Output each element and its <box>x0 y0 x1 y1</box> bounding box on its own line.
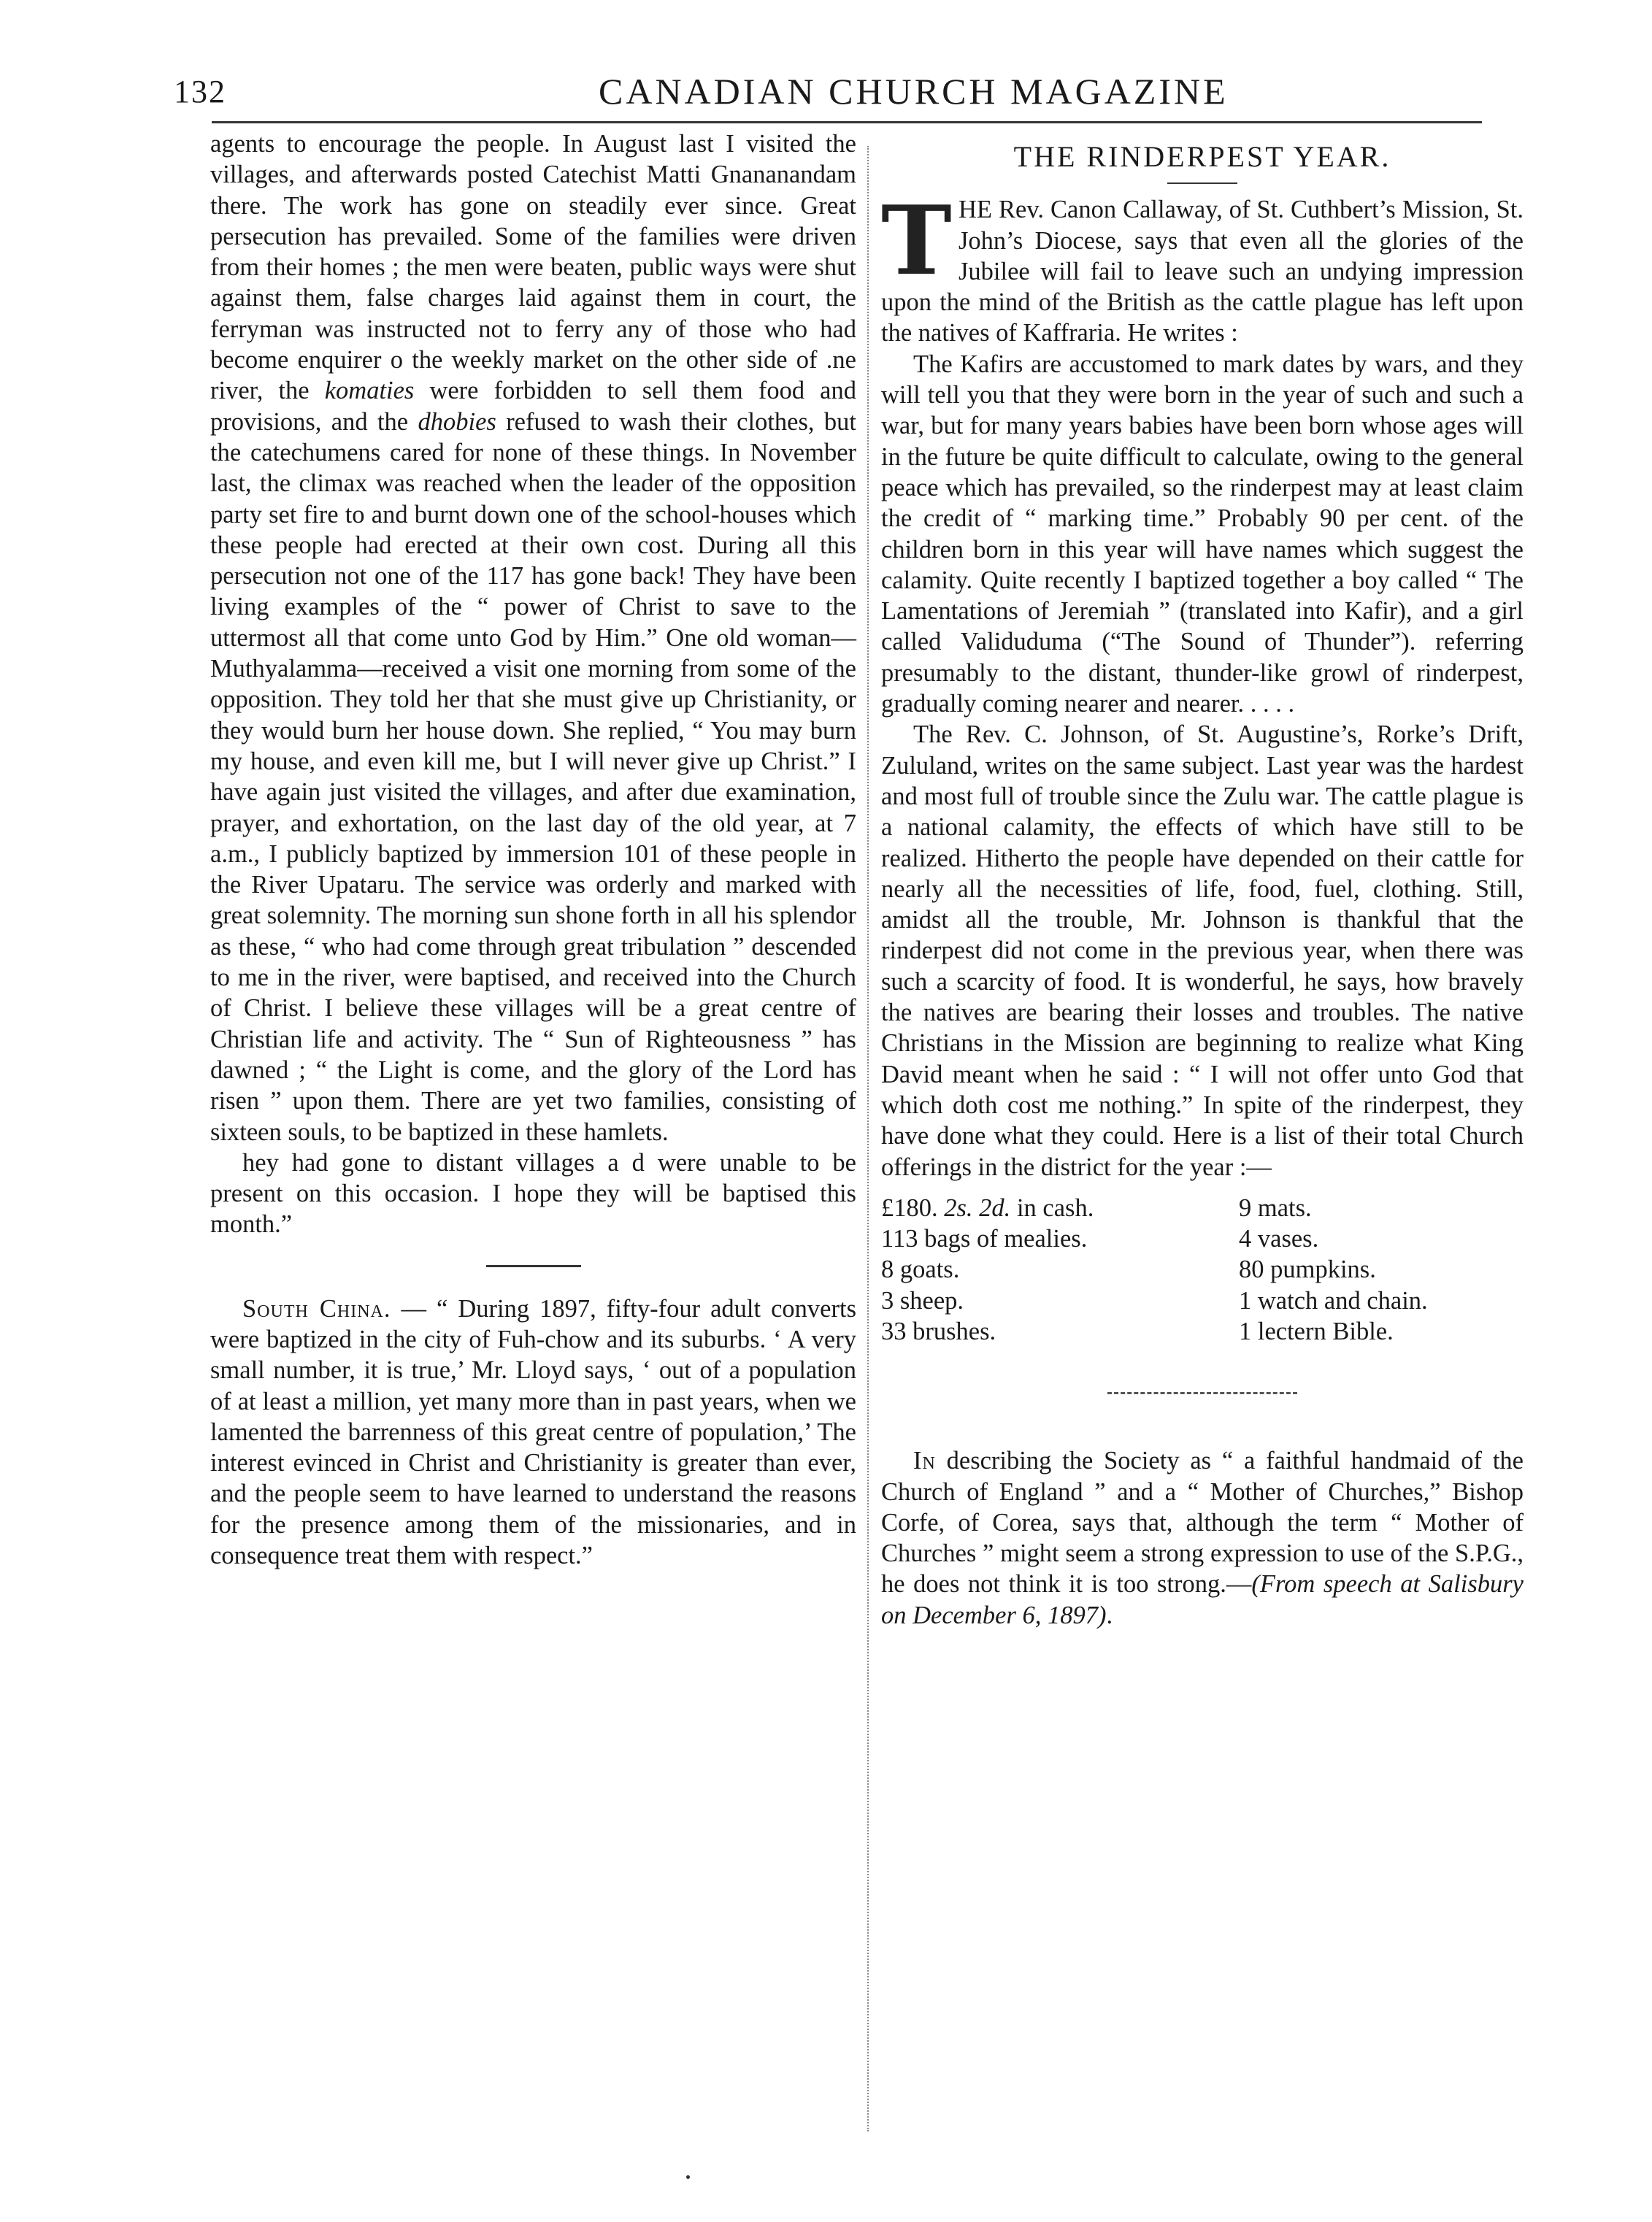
text-run: — “ During 1897, fifty-four adult converts were baptized in the city of Fuh-chow and its suburbs. ‘ A very small number, it is true,’ Mr. Lloyd says, ‘ out of a population of at least a million, yet many more than in past years, when we lamented the barrenness of this great centre of population,’ The interest evinced in Christ and Christianity is greater than ever, and the people seem to have learned to understand the reasons for the presence among them of the missionaries, and in consequence treat them with respect.” <box>210 1294 856 1570</box>
text-run: 2s. 2d. <box>944 1193 1011 1222</box>
text-run: £180. <box>881 1193 945 1222</box>
section-rule-dashed <box>1107 1392 1297 1394</box>
corfe-lead: In <box>913 1447 936 1475</box>
offering-item: 9 mats. <box>1239 1193 1312 1222</box>
header-rule <box>212 121 1482 123</box>
italic-term-dhobies: dhobies <box>418 407 496 436</box>
magazine-title: CANADIAN CHURCH MAGAZINE <box>599 71 1229 112</box>
offering-item: 113 bags of mealies. <box>881 1225 1088 1253</box>
text-run: were forbidden to sell them food and provisions, and the <box>210 377 856 436</box>
offerings-list <box>881 1193 1524 1347</box>
mission-report-paragraph <box>210 128 856 1147</box>
offering-item: 4 vases. <box>1239 1225 1319 1253</box>
south-china-lead: South China. <box>242 1294 391 1323</box>
kafirs-paragraph: The Kafirs are accustomed to mark dates by wars, and they will tell you that they were born in the year of such and such a war, but for many years babies have been born whose ages will in the future be quite difficult to calculate, owing to the general peace which has prevailed, so the rinderpest may at least claim the credit of “ marking time.” Probably 90 per cent. of the children born in this year will have names which suggest the calamity. Quite recently I baptized together a boy called “ The Lamentations of Jeremiah ” (translated into Kafir), and a girl called Validuduma (“The Sound of Thunder”). referring presumably to the distant, thunder-like growl of rinderpest, gradually coming nearer and nearer. . . . . <box>881 350 1524 718</box>
page-number: 132 <box>174 74 226 109</box>
print-speck <box>686 2175 690 2179</box>
section-rule <box>486 1265 581 1267</box>
text-run: agents to encourage the people. In August last I visited the villages, and afterwards posted Catechist Matti Gnananandam there. The work has gone on steadily ever since. Great persecution has prevailed. Some of the families were driven from their homes ; the men were beaten, public ways were shut against them, false charges laid against them in court, the ferryman was instructed not to ferry any of those who had become enquirer o the weekly market on the other side of .ne river, the <box>210 130 856 405</box>
offering-item: 3 sheep. <box>881 1286 964 1315</box>
italic-term-komaties: komaties <box>324 377 415 405</box>
corfe-paragraph <box>881 1445 1524 1631</box>
offering-item: 33 brushes. <box>881 1317 996 1345</box>
offering-item: 80 pumpkins. <box>1239 1256 1376 1284</box>
drop-cap: T <box>881 185 952 297</box>
column-divider <box>867 146 869 2131</box>
title-rule <box>1167 182 1237 184</box>
text-run: describing the Society as “ a faithful handmaid of the Church of England ” and a “ Mother of Churches,” Bishop Corfe, of Corea, says that, although the term “ Mother of Churches ” might seem a strong expression to use of the S.P.G., he does not think it is too strong.— <box>881 1447 1524 1599</box>
article-title: THE RINDERPEST YEAR. <box>1013 140 1391 173</box>
text-run: HE Rev. Canon Callaway, of St. Cuthbert’s Mission, St. John’s Diocese, says that even all the glories of the Jubilee will fail to leave such an undying impression upon the mind of the British as the cattle plague has left upon the natives of Kaffraria. He writes : <box>881 196 1524 347</box>
offering-item: 1 lectern Bible. <box>1239 1317 1394 1345</box>
text-run: refused to wash their clothes, but the catechumens cared for none of these things. In November last, the climax was reached when the leader of the opposition party set fire to and burnt down one of the school-houses which these people had erected at their own cost. During all this persecution not one of the 117 has gone back! They have been living examples of the “ power of Christ to save to the uttermost all that come unto God by Him.” One old woman—Muthyalamma—received a visit one morning from some of the opposition. They told her that she must give up Christianity, or they would burn her house down. She replied, “ You may burn my house, and even kill me, but I will never give up Christ.” I have again just visited the villages, and after due examination, prayer, and exhortation, on the last day of the old year, at 7 a.m., I publicly baptized by immersion 101 of these people in the River Upataru. The service was orderly and marked with great solemnity. The morning sun shone forth in all his splendor as these, “ who had come through great tribulation ” descended to me in the river, were baptised, and received into the Church of Christ. I believe these villages will be a great centre of Christian life and activity. The “ Sun of Righteousness ” has dawned ; “ the Light is come, and the glory of the Lord has risen ” upon them. There are yet two families, consisting of sixteen souls, to be baptized in these hamlets. <box>210 407 856 1146</box>
text-run: in cash. <box>1010 1193 1094 1222</box>
mission-report-closing: hey had gone to distant villages a d were unable to be present on this occasion. I hope they will be baptised this month.” <box>210 1148 856 1239</box>
johnson-paragraph: The Rev. C. Johnson, of St. Augustine’s, Rorke’s Drift, Zululand, writes on the same subject. Last year was the hardest and most full of trouble since the Zulu war. The cattle plague is a national calamity, the effects of which have still to be realized. Hitherto the people have depended on their cattle for nearly all the necessities of life, food, fuel, clothing. Still, amidst all the trouble, Mr. Johnson is thankful that the rinderpest did not come in the previous year, when there was such a scarcity of food. It is wonderful, he says, how bravely the natives are bearing their losses and troubles. The native Christians in the Mission are beginning to realize what King David meant when he said : “ I will not offer unto God that which doth cost me nothing.” In spite of the rinderpest, they have done what they could. Here is a list of their total Church offerings in the district for the year :— <box>881 720 1524 1181</box>
speech-citation: (From speech at Salisbury on December 6, 1897) <box>881 1570 1524 1629</box>
south-china-paragraph <box>210 1293 856 1572</box>
right-column <box>881 128 1524 1631</box>
offering-item: 1 watch and chain. <box>1239 1286 1428 1315</box>
intro-paragraph <box>881 185 1524 348</box>
offering-item: 8 goats. <box>881 1256 960 1284</box>
offering-item <box>881 1193 1239 1223</box>
text-run: . <box>1106 1601 1113 1629</box>
left-column <box>210 128 856 1571</box>
